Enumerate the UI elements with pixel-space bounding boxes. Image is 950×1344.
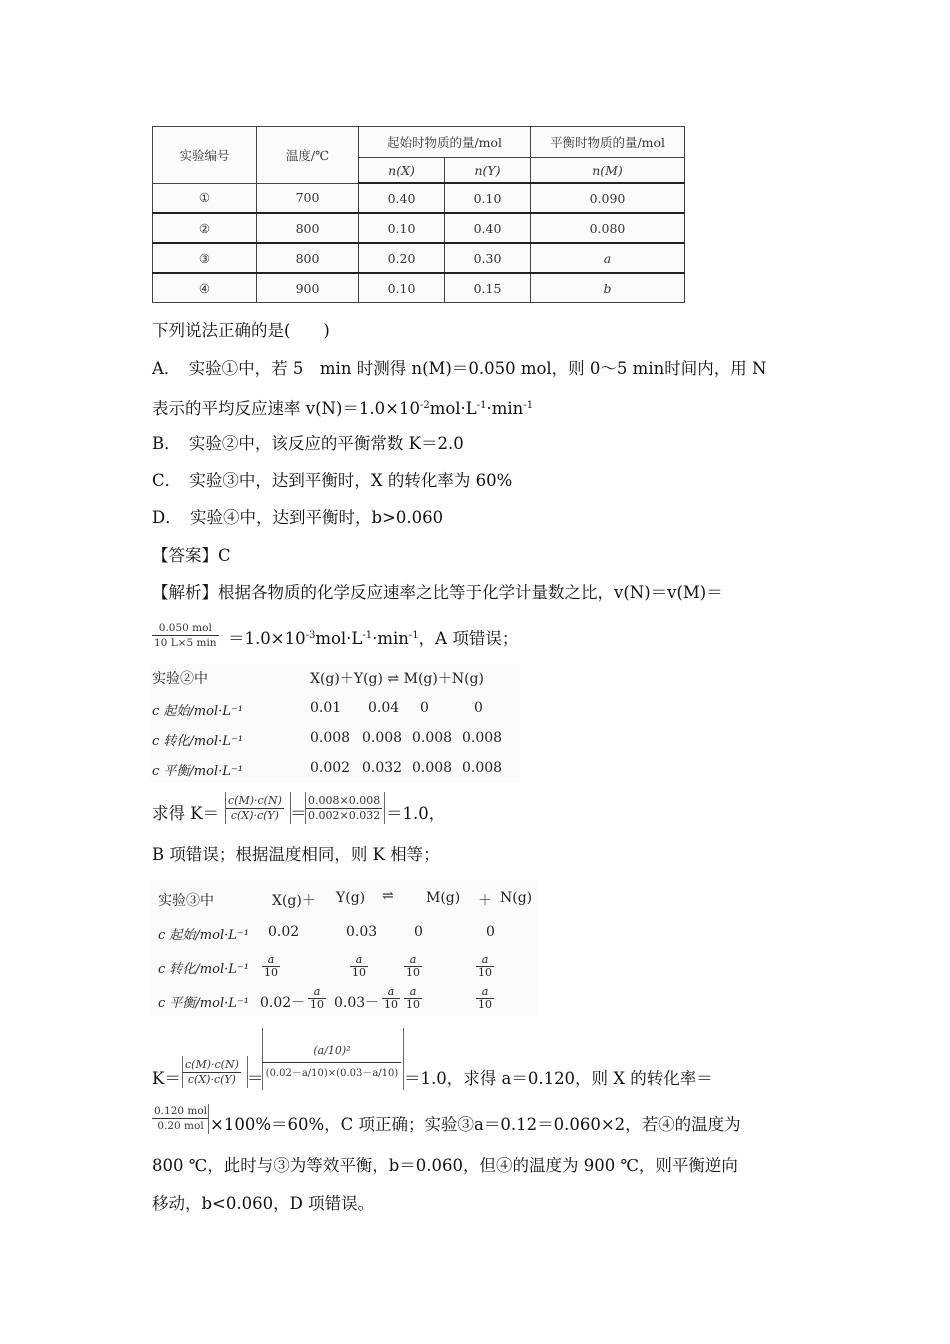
a-over-10 [382,986,400,1011]
header-nx: n(X) [359,158,445,184]
exponent: -1 [362,630,373,641]
fraction-denominator: 10 [384,998,398,1011]
cell-nm: b [531,273,685,303]
fraction-denominator: 10 [478,966,492,979]
option-d-conclusion: 移动，b<0.060，D 项错误。 [152,1194,375,1213]
fraction-numerator: (a/10)² [263,1040,401,1063]
cell-nx: 0.10 [359,273,445,303]
ice-label-initial: c 起始/mol·L⁻¹ [152,704,243,719]
fraction-denominator: 10 [478,998,492,1011]
option-b-conclusion: B 项错误；根据温度相同，则 K 相等； [152,845,440,864]
ice-value: 0.008 [412,730,453,746]
exponent: -3 [305,630,316,641]
table-row [153,243,685,273]
ice-species-x: X(g)＋ [272,893,316,909]
ice-species-m: M(g) [426,890,461,906]
conversion-line: ×100%＝60%，C 项正确；实验③a＝0.12＝0.060×2，若④的温度为 [210,1115,741,1134]
equals-sign: ＝ [247,1069,264,1088]
fraction-denominator: c(X)·c(Y) [230,809,279,822]
ice-label-change: c 转化/mol·L⁻¹ [152,734,243,749]
table-row [153,183,685,213]
cell-no: ③ [153,243,257,273]
header-nm: n(M) [531,158,685,184]
ice-label-equilibrium: c 平衡/mol·L⁻¹ [158,996,249,1011]
fraction-denominator: 0.20 mol [157,1120,204,1132]
ice-value: 0 [414,924,423,940]
a-over-10 [404,954,422,979]
cell-temp: 800 [257,243,359,273]
k-formula-fraction [226,794,284,823]
fraction-numerator: 0.050 mol [152,621,219,636]
cell-nx: 0.20 [359,243,445,273]
k-calc-prefix: 求得 K＝ [152,804,220,823]
fraction-numerator: a [476,954,494,967]
header-equilibrium-amount: 平衡时物质的量/mol [531,127,685,158]
unit-text: mol·L [429,399,477,418]
fraction-numerator: a [382,986,400,999]
ice-value: 0 [474,700,483,716]
header-temperature: 温度/℃ [257,127,359,184]
ice-species-n: N(g) [500,890,533,906]
analysis-line2 [228,624,518,651]
fraction-denominator: 10 [310,998,324,1011]
option-a-line2 [152,394,533,421]
ice-value: 0.008 [362,730,403,746]
ice-title: 实验③中 [158,893,214,909]
answer: 【答案】C [152,546,231,565]
cell-no: ② [153,213,257,243]
fraction-denominator: 10 L×5 min [154,637,217,649]
ice-value: 0.032 [362,760,403,776]
ice-table-exp2 [150,664,520,782]
ice-table-exp3 [150,880,538,1016]
fraction-denominator: 0.002×0.032 [308,809,381,822]
k2-big-fraction [263,1040,401,1085]
analysis-line1: 【解析】根据各物质的化学反应速率之比等于化学计量数之比，v(N)＝v(M)＝ [152,583,723,602]
cell-nx: 0.10 [359,213,445,243]
ice-value: 0.008 [462,760,503,776]
cell-temp: 800 [257,213,359,243]
a-over-10 [308,986,326,1011]
option-d: D． 实验④中，达到平衡时，b>0.060 [152,508,444,527]
equals-sign: ＝ [290,804,307,823]
fraction-numerator: a [308,986,326,999]
cell-nx: 0.40 [359,183,445,213]
header-initial-amount: 起始时物质的量/mol [359,127,531,158]
option-a-text: 表示的平均反应速率 v(N)＝1.0×10 [152,399,420,418]
cell-nm: 0.090 [531,183,685,213]
fraction-denominator: 10 [406,966,420,979]
unit-text: mol·L [315,629,363,648]
fraction-numerator: c(M)·c(N) [228,794,282,807]
ice-species-y: Y(g) [336,890,366,906]
cell-ny: 0.40 [445,213,531,243]
fraction-numerator: 0.008×0.008 [308,794,381,807]
exponent: -2 [419,400,430,411]
k2-prefix: K＝ [152,1069,181,1088]
ice-title: 实验②中 [152,671,208,687]
k-result: ＝1.0， [386,804,446,823]
cell-nm: 0.080 [531,213,685,243]
equilibrium-arrow-icon: ⇌ [382,888,394,904]
conclusion-text: ，A 项错误； [418,629,519,648]
equivalent-equilibrium-line: 800 ℃，此时与③为等效平衡，b＝0.060，但④的温度为 900 ℃，则平衡逆向 [152,1156,738,1175]
unit-text: ·min [372,629,409,648]
cell-ny: 0.15 [445,273,531,303]
option-b: B． 实验②中，该反应的平衡常数 K＝2.0 [152,434,464,453]
ice-label-initial: c 起始/mol·L⁻¹ [158,928,249,943]
exponent: -1 [523,400,534,411]
cell-no: ④ [153,273,257,303]
fraction-denominator: 10 [352,966,366,979]
ice-value: 0.03 [346,924,378,940]
fraction-denominator: c(X)·c(Y) [187,1073,236,1086]
ice-value: 0 [486,924,495,940]
fraction-numerator: a [476,986,494,999]
ice-value: 0.02 [268,924,300,940]
experiment-table [152,126,685,303]
ice-value: 0.03－ [334,995,380,1011]
unit-text: ·min [486,399,524,418]
table-row [153,213,685,243]
header-ny: n(Y) [445,158,531,184]
cell-ny: 0.30 [445,243,531,273]
ice-value: 0.008 [412,760,453,776]
a-over-10 [262,954,280,979]
fraction-numerator: a [262,954,280,967]
ice-label-equilibrium: c 平衡/mol·L⁻¹ [152,764,243,779]
ice-value: 0.008 [462,730,503,746]
fraction-numerator: a [404,986,422,999]
option-c: C． 实验③中，达到平衡时，X 的转化率为 60% [152,471,513,490]
fraction-denominator: (0.02－a/10)×(0.03－a/10) [265,1068,399,1079]
fraction-numerator: 0.120 mol [154,1105,208,1117]
fraction-denominator: 10 [406,998,420,1011]
fraction-denominator: 10 [264,966,278,979]
k2-formula-fraction [183,1058,241,1087]
fraction-bracket [152,1104,209,1134]
cell-temp: 900 [257,273,359,303]
option-a-line1: A． 实验①中，若 5 min 时测得 n(M)＝0.050 mol，则 0～5 min时间内，用 N [152,359,767,378]
exponent: -1 [476,400,487,411]
fraction-numerator: a [404,954,422,967]
a-over-10 [404,986,422,1011]
cell-nm: a [531,243,685,273]
question-stem: 下列说法正确的是( ) [152,321,330,340]
exponent: -1 [408,630,419,641]
a-over-10 [350,954,368,979]
ice-value: 0.04 [368,700,400,716]
ice-value: 0.008 [310,730,351,746]
ice-value: 0.01 [310,700,342,716]
k2-result: ＝1.0，求得 a＝0.120，则 X 的转化率＝ [404,1069,713,1088]
cell-no: ① [153,183,257,213]
a-over-10 [476,954,494,979]
table-row [153,273,685,303]
ice-equation: X(g)＋Y(g) ⇌ M(g)＋N(g) [310,671,484,687]
k-value-fraction [306,794,382,823]
ice-value: 0 [420,700,429,716]
ice-label-change: c 转化/mol·L⁻¹ [158,962,249,977]
rate-value: ＝1.0×10 [228,629,306,648]
plus-sign: ＋ [478,893,492,909]
ice-value: 0.02－ [260,995,306,1011]
header-experiment-no: 实验编号 [153,127,257,184]
cell-temp: 700 [257,183,359,213]
cell-ny: 0.10 [445,183,531,213]
fraction-numerator: a [350,954,368,967]
ice-value: 0.002 [310,760,351,776]
a-over-10 [476,986,494,1011]
rate-fraction [152,621,219,650]
fraction-numerator: c(M)·c(N) [185,1058,239,1071]
